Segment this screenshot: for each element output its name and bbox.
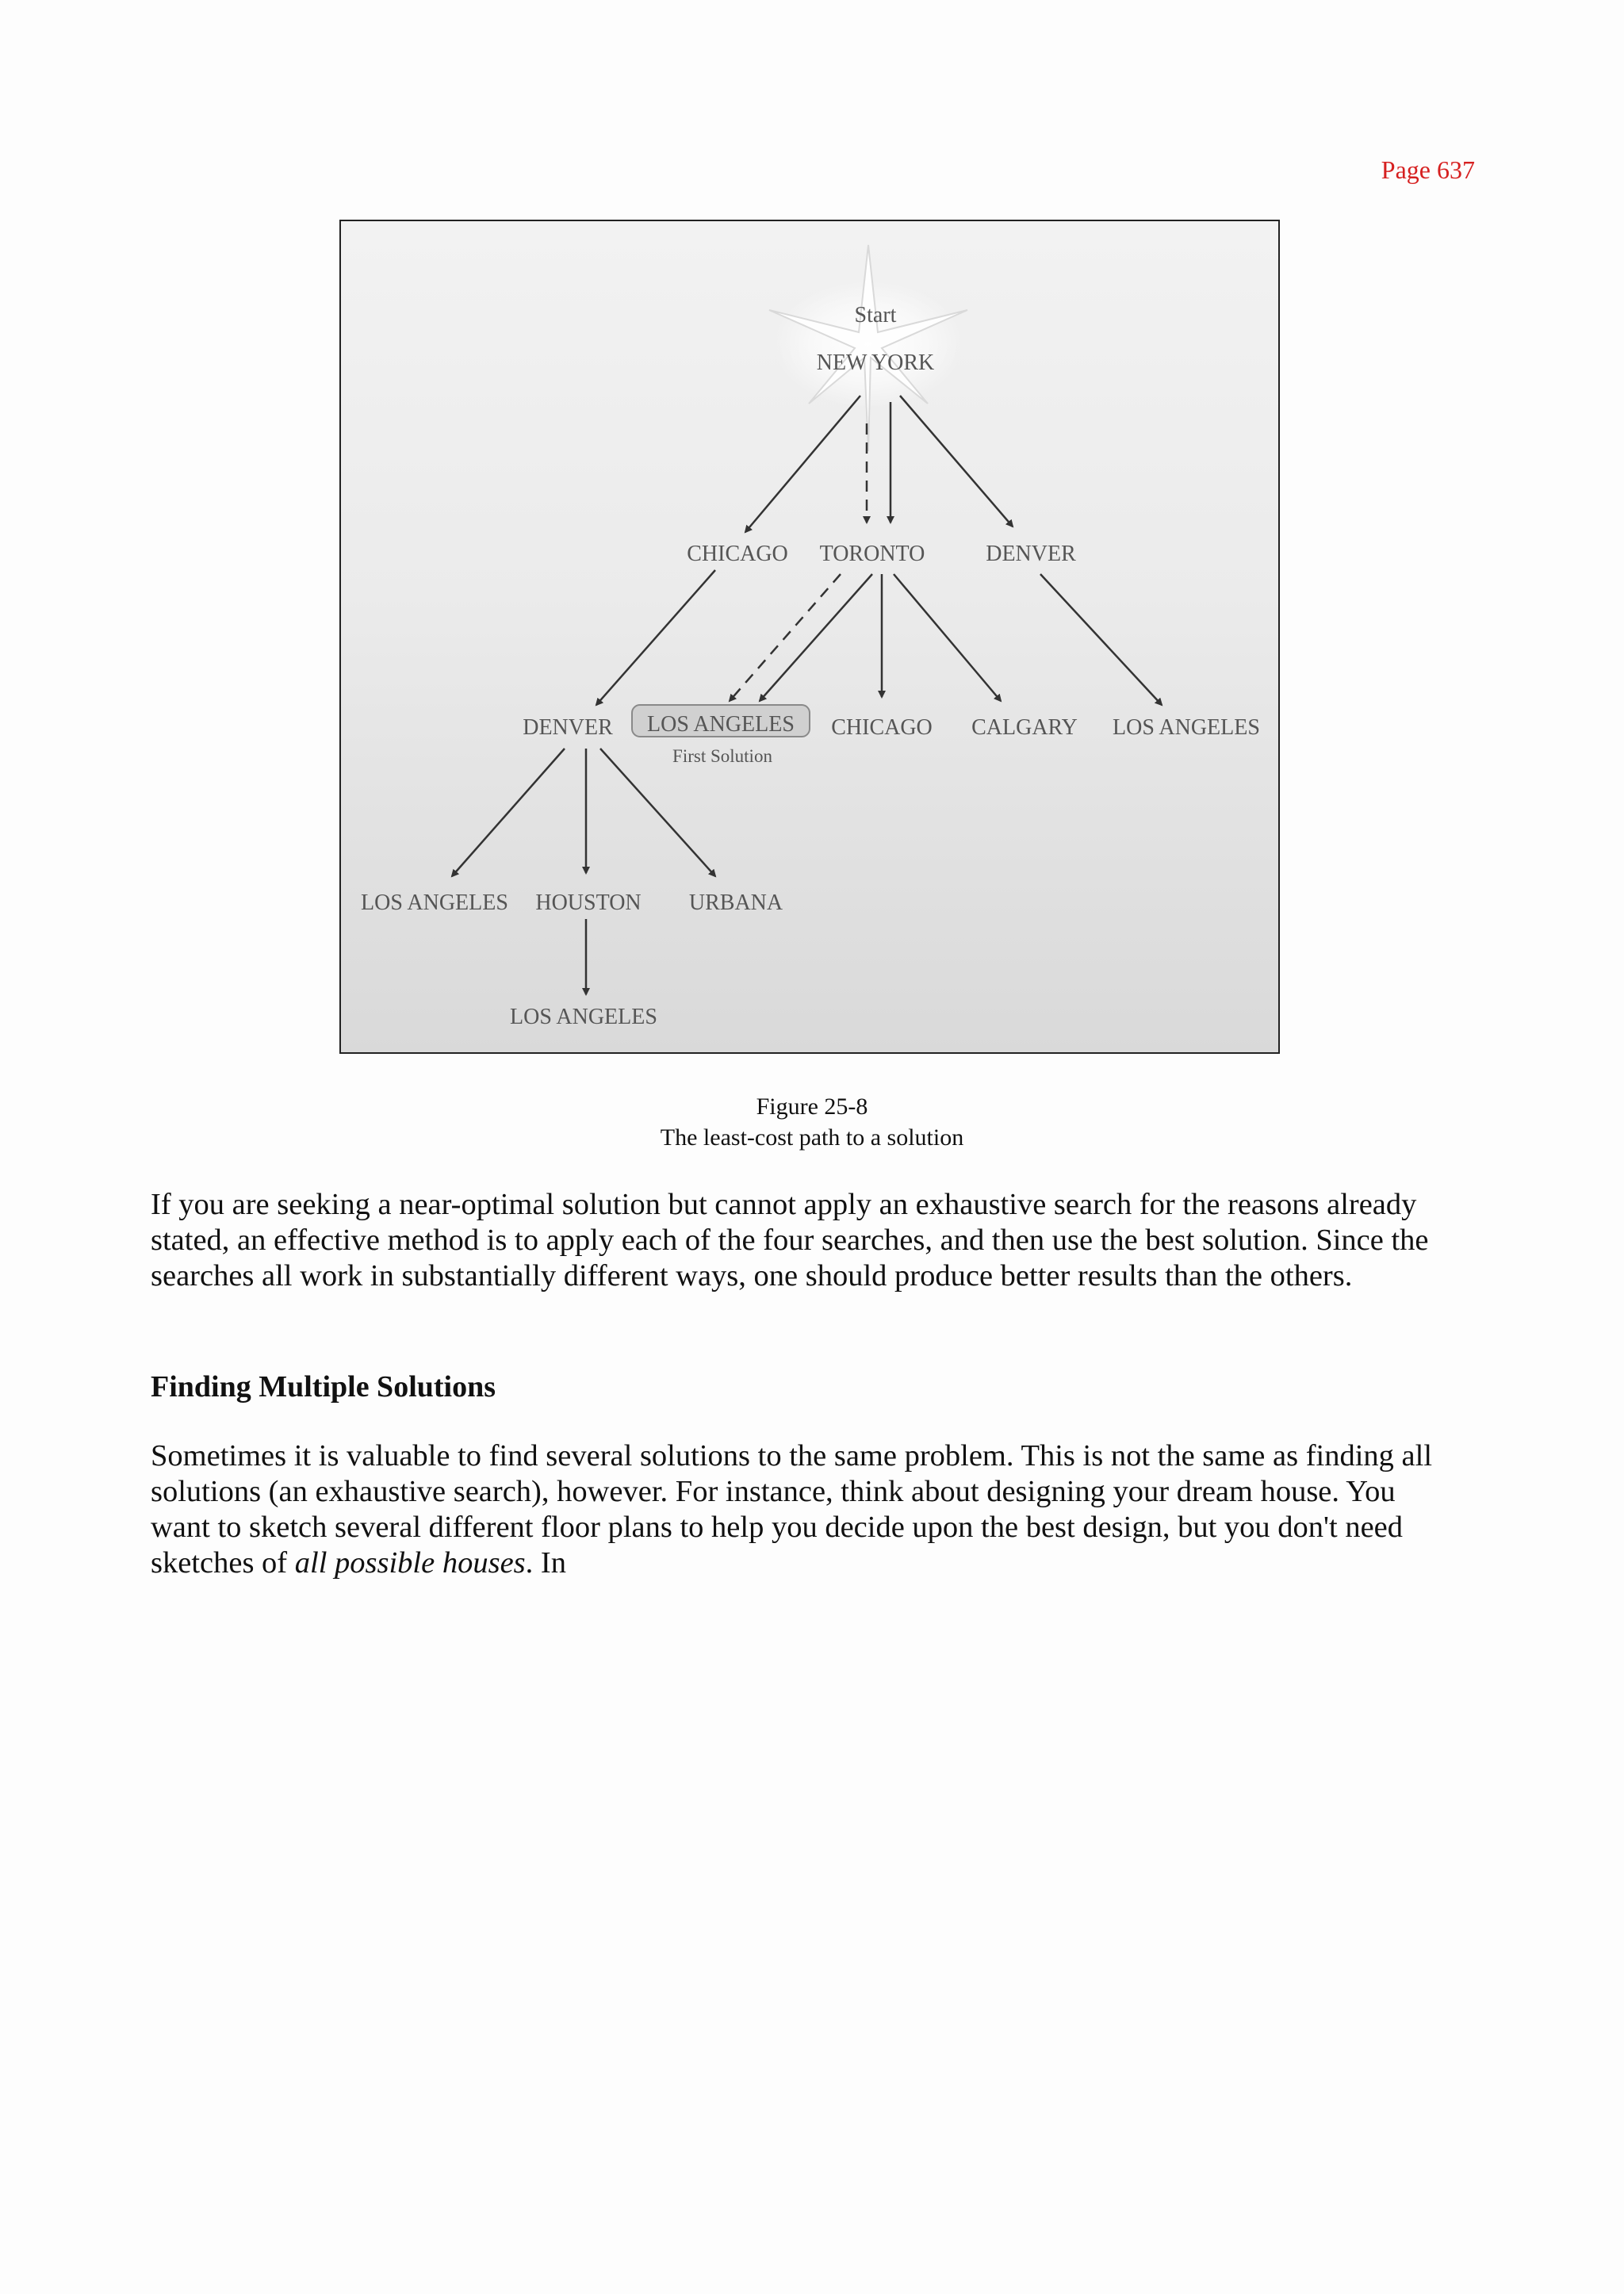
search-tree-figure xyxy=(339,220,1280,1054)
section-heading: Finding Multiple Solutions xyxy=(151,1370,496,1404)
edge-denver-la2 xyxy=(452,749,565,876)
paragraph-2-italic: all possible houses xyxy=(294,1546,526,1580)
first-solution-label: First Solution xyxy=(672,746,772,766)
node-urbana: URBANA xyxy=(688,890,783,915)
figure-caption-number: Figure 25-8 xyxy=(756,1093,868,1120)
node-denver-2: DENVER xyxy=(523,715,613,740)
paragraph-2-text: Sometimes it is valuable to find several solutions to the same problem. This is not the same as finding all solutions (an exhaustive search), however. For instance, think about designing your dream house. You want to sketch several different floor plans to help you decide upon the best design, but you don't need sketches of xyxy=(151,1439,1433,1580)
page-number: Page 637 xyxy=(1381,155,1475,184)
start-label: Start xyxy=(854,303,897,327)
edge-denver-urbana xyxy=(600,749,715,876)
edge-toronto-la-dashed xyxy=(730,574,841,701)
search-tree-diagram xyxy=(341,221,1280,1054)
edge-chicago-denver xyxy=(596,570,715,705)
edge-denver-la xyxy=(1040,574,1162,705)
edge-toronto-la xyxy=(760,574,872,701)
start-star-icon xyxy=(769,245,967,451)
node-chicago: CHICAGO xyxy=(687,542,788,566)
node-los-angeles-3: LOS ANGELES xyxy=(361,890,508,915)
paragraph-2-end: . In xyxy=(525,1546,566,1580)
node-new-york: NEW YORK xyxy=(816,350,935,375)
edge-toronto-calgary xyxy=(894,574,1001,701)
node-denver: DENVER xyxy=(986,542,1076,566)
node-toronto: TORONTO xyxy=(819,542,925,566)
edge-ny-chicago xyxy=(745,396,860,532)
node-houston: HOUSTON xyxy=(535,890,642,915)
node-los-angeles-solution: LOS ANGELES xyxy=(647,712,795,737)
node-los-angeles-2: LOS ANGELES xyxy=(1113,715,1260,740)
node-los-angeles-4: LOS ANGELES xyxy=(510,1005,657,1029)
body-paragraph-1: If you are seeking a near-optimal solution but cannot apply an exhaustive search for the reasons already stated, an effective method is to apply each of the four searches, and then use the best solution. Since the searches all work in substantially different ways, one should produce better results than the others. xyxy=(151,1188,1429,1293)
node-calgary: CALGARY xyxy=(971,715,1078,740)
node-chicago-2: CHICAGO xyxy=(831,715,933,740)
body-paragraph-2 xyxy=(151,1438,1435,1581)
edge-ny-denver xyxy=(900,396,1013,527)
figure-caption-title: The least-cost path to a solution xyxy=(660,1124,964,1151)
